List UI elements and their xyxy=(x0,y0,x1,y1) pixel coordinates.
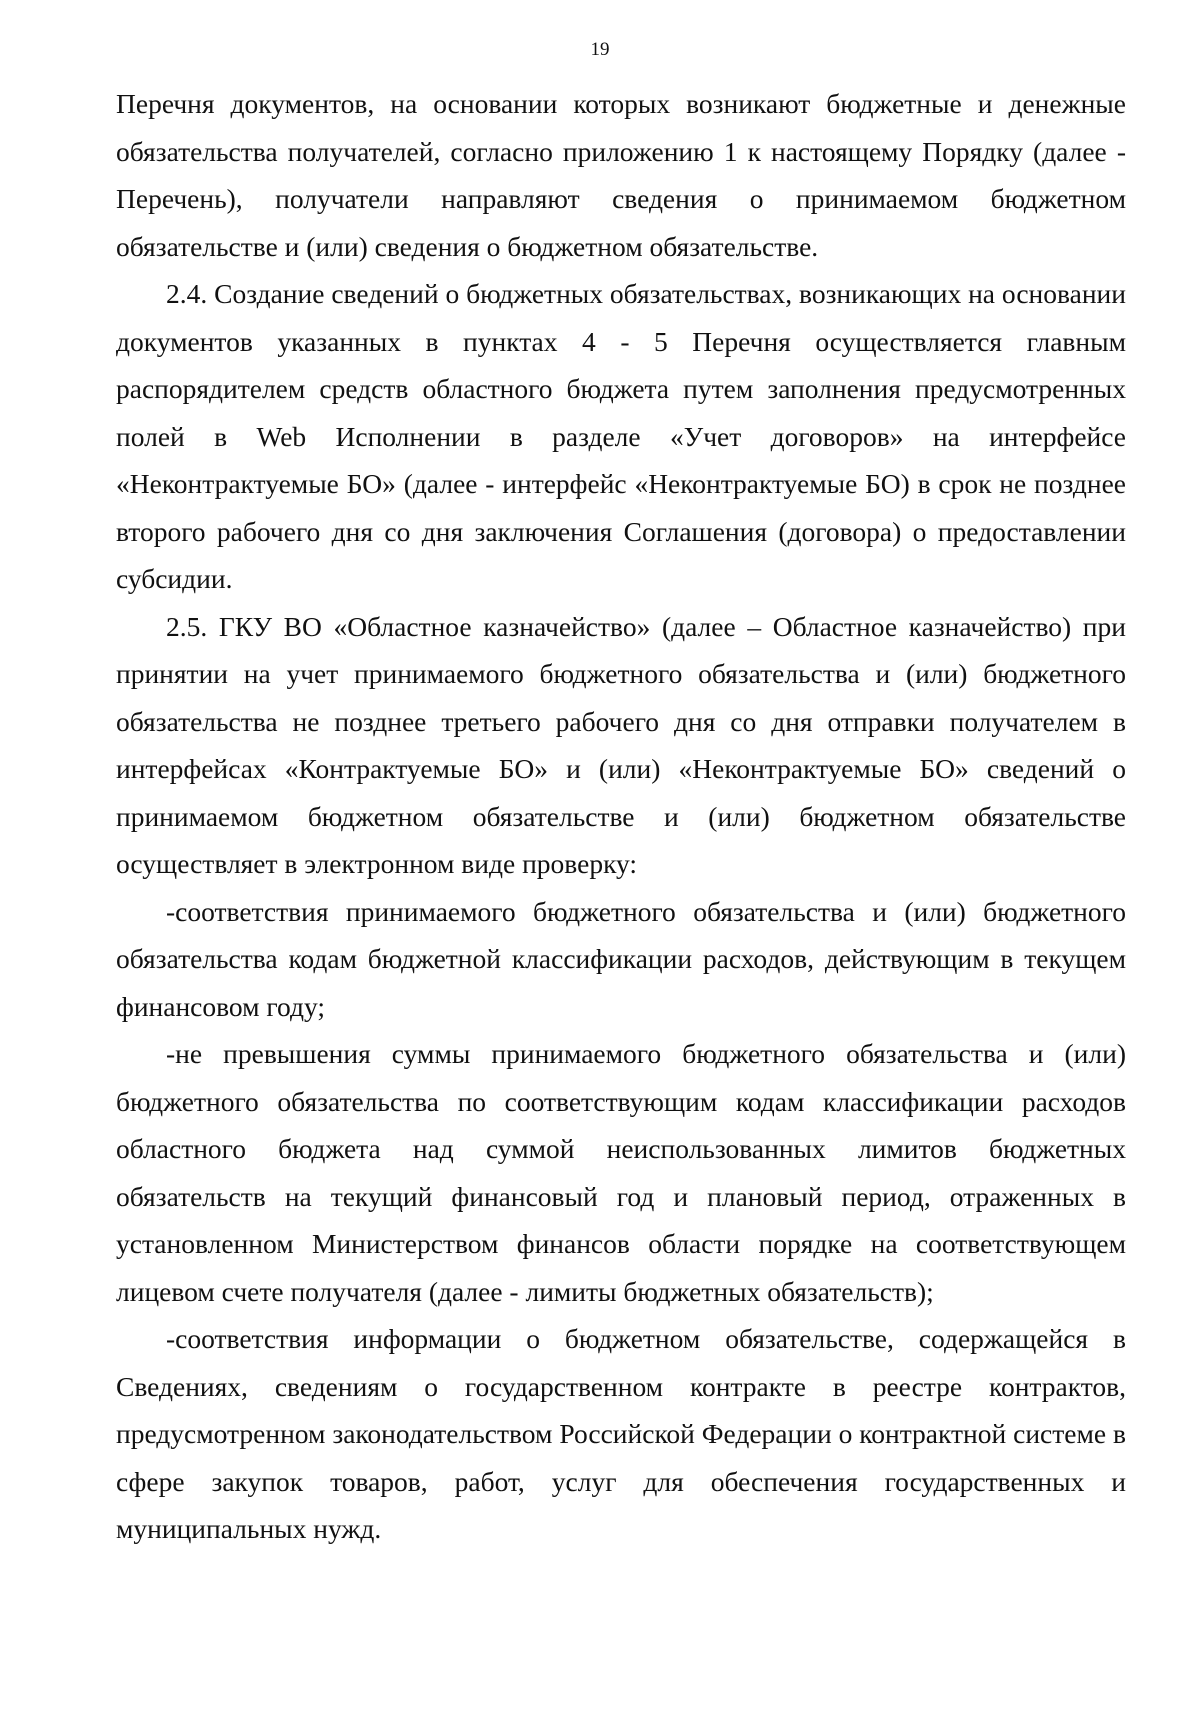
paragraph-check-limits: -не превышения суммы принимаемого бюджетного обязательства и (или) бюджетного обязательства по соответствующим кодам классификации расходов областного бюджета над суммой неиспользованных лимитов бюджетных обязательств на текущий финансовый год и плановый период, отраженных в установленном Министерством финансов области порядке на соответствующем лицевом счете получателя (далее - лимиты бюджетных обязательств); xyxy=(116,1038,1126,1307)
paragraph-2-5: 2.5. ГКУ ВО «Областное казначейство» (далее – Областное казначейство) при принятии на учет принимаемого бюджетного обязательства и (или) бюджетного обязательства не позднее третьего рабочего дня со дня отправки получателем в интерфейсах «Контрактуемые БО» и (или) «Неконтрактуемые БО» сведений о принимаемом бюджетном обязательстве и (или) бюджетном обязательстве осуществляет в электронном виде проверку: xyxy=(116,610,1126,879)
paragraph-check-contract-registry: -соответствия информации о бюджетном обязательстве, содержащейся в Сведениях, сведениям о государственном контракте в реестре контрактов, предусмотренном законодательством Российской Федерации о контрактной системе в сфере закупок товаров, работ, услуг для обеспечения государственных и муниципальных нужд. xyxy=(116,1323,1126,1544)
paragraph-check-classification: -соответствия принимаемого бюджетного обязательства и (или) бюджетного обязательства кодам бюджетной классификации расходов, действующим в текущем финансовом году; xyxy=(116,895,1126,1022)
document-body xyxy=(116,80,1126,1553)
page-number: 19 xyxy=(590,39,610,60)
paragraph-perechen-continuation: Перечня документов, на основании которых возникают бюджетные и денежные обязательства получателей, согласно приложению 1 к настоящему Порядку (далее - Перечень), получатели направляют сведения о принимаемом бюджетном обязательстве и (или) сведения о бюджетном обязательстве. xyxy=(116,88,1126,262)
paragraph-2-4: 2.4. Создание сведений о бюджетных обязательствах, возникающих на основании документов указанных в пунктах 4 - 5 Перечня осуществляется главным распорядителем средств областного бюджета путем заполнения предусмотренных полей в Web Исполнении в разделе «Учет договоров» на интерфейсе «Неконтрактуемые БО» (далее - интерфейс «Неконтрактуемые БО) в срок не позднее второго рабочего дня со дня заключения Соглашения (договора) о предоставлении субсидии. xyxy=(116,278,1126,594)
